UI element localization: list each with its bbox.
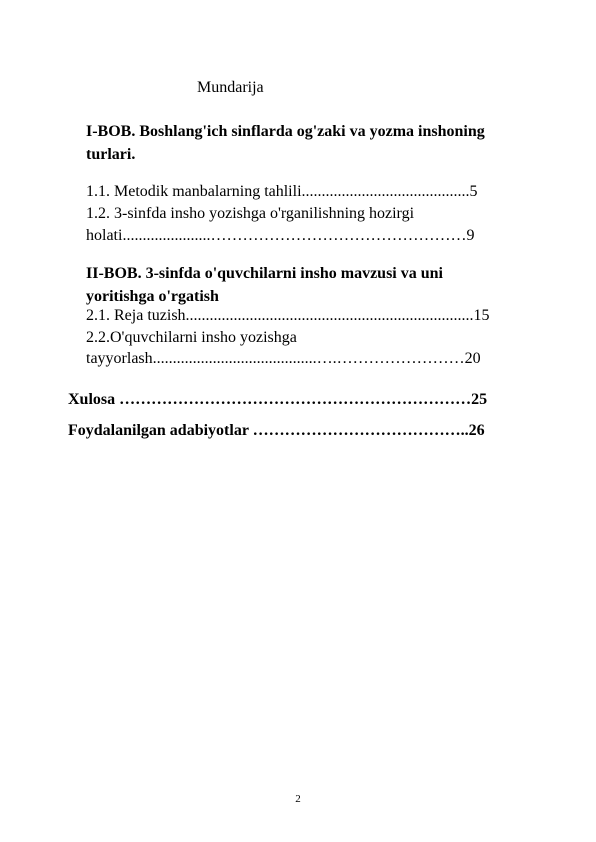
toc-bibliography: Foydalanilgan adabiyotlar …………………………………..26 (68, 422, 485, 439)
page-number: 2 (295, 793, 301, 805)
toc-item-1-2-line2: holati......................…………………………………………9 (86, 227, 475, 244)
chapter1-heading-line2: turlari. (86, 146, 136, 163)
toc-item-1-2-line1: 1.2. 3-sinfda insho yozishga o'rganilishning hozirgi (86, 205, 415, 222)
toc-item-2-1: 2.1. Reja tuzish........................................................................15 (86, 307, 490, 324)
chapter1-heading-line1: I-BOB. Boshlang'ich sinflarda og'zaki va yozma inshoning (86, 123, 485, 140)
chapter2-heading-line2: yoritishga o'rgatish (86, 288, 219, 305)
toc-conclusion: Xulosa …………………………………………………………25 (68, 391, 488, 408)
toc-item-2-2-line1: 2.2.O'quvchilarni insho yozishga (86, 329, 297, 346)
toc-title: Mundarija (197, 79, 264, 96)
chapter2-heading-line1: II-BOB. 3-sinfda o'quvchilarni insho mavzusi va uni (86, 265, 443, 282)
toc-item-2-2-line2: tayyorlash.........................................….……………………20 (86, 350, 481, 367)
toc-item-1-1: 1.1. Metodik manbalarning tahlili..........................................5 (86, 183, 478, 200)
